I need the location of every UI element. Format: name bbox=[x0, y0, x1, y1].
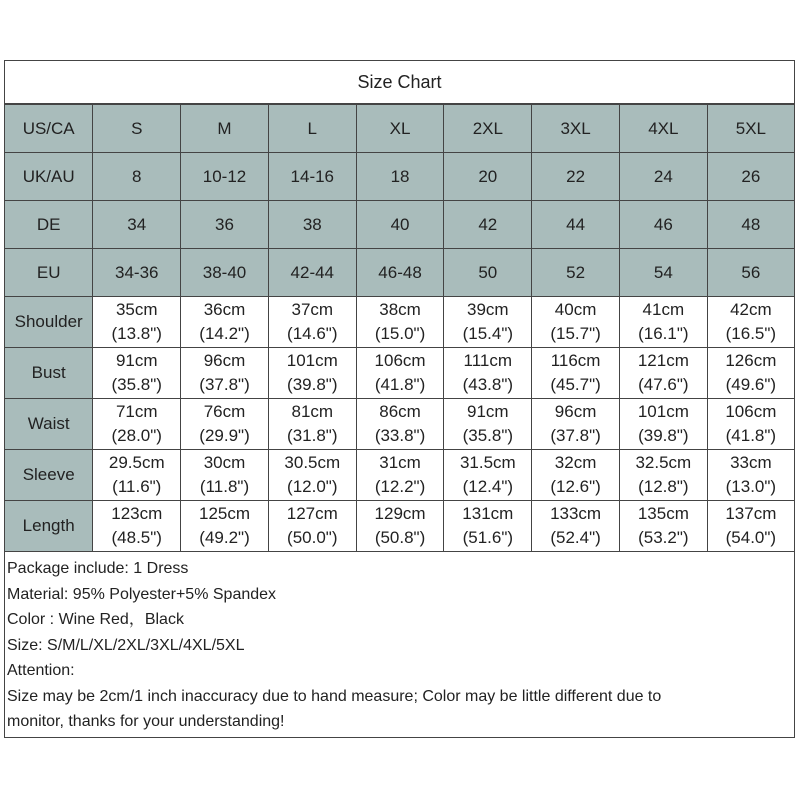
measurement-cell bbox=[356, 450, 444, 501]
cm-value: 96cm bbox=[554, 402, 597, 421]
row-label: Waist bbox=[5, 399, 93, 450]
cm-value: 121cm bbox=[637, 351, 689, 370]
size-cell: 50 bbox=[444, 249, 532, 297]
inch-value: (52.4") bbox=[550, 528, 601, 547]
inch-value: (49.6") bbox=[725, 375, 777, 394]
cm-value: 133cm bbox=[550, 504, 602, 523]
row-label: Length bbox=[5, 501, 93, 552]
inch-value: (12.4") bbox=[462, 477, 514, 496]
row-label: DE bbox=[5, 201, 93, 249]
cm-value: 81cm bbox=[291, 402, 334, 421]
measurement-row bbox=[5, 450, 794, 501]
size-cell: 42 bbox=[444, 201, 532, 249]
size-cell: S bbox=[93, 105, 181, 153]
cm-value: 101cm bbox=[286, 351, 338, 370]
inch-value: (49.2") bbox=[199, 528, 250, 547]
cm-value: 32cm bbox=[554, 453, 597, 472]
measurement-cell bbox=[181, 450, 269, 501]
inch-value: (48.5") bbox=[111, 528, 162, 547]
size-cell: 4XL bbox=[619, 105, 707, 153]
measurement-cell bbox=[707, 348, 794, 399]
inch-value: (47.6") bbox=[638, 375, 689, 394]
measurement-cell bbox=[444, 297, 532, 348]
inch-value: (45.7") bbox=[550, 375, 601, 394]
cm-value: 91cm bbox=[467, 402, 509, 421]
cm-value: 126cm bbox=[725, 351, 777, 370]
size-row bbox=[5, 105, 794, 153]
note-line: Package include: 1 Dress bbox=[7, 560, 189, 577]
note-line: Size may be 2cm/1 inch inaccuracy due to hand measure; Color may be little different due to bbox=[7, 687, 662, 705]
cm-value: 116cm bbox=[550, 351, 601, 370]
measurement-cell bbox=[268, 399, 356, 450]
note-line: Material: 95% Polyester+5% Spandex bbox=[7, 585, 277, 603]
inch-value: (16.1") bbox=[638, 324, 689, 343]
measurement-cell bbox=[707, 501, 794, 552]
size-cell: 20 bbox=[444, 153, 532, 201]
measurement-cell bbox=[268, 297, 356, 348]
size-row bbox=[5, 153, 794, 201]
measurement-row bbox=[5, 399, 794, 450]
inch-value: (51.6") bbox=[462, 528, 514, 547]
measurement-cell bbox=[356, 297, 444, 348]
size-cell: 46 bbox=[619, 201, 707, 249]
inch-value: (11.6") bbox=[112, 477, 162, 496]
size-cell: 34 bbox=[93, 201, 181, 249]
note-line: Attention: bbox=[7, 662, 75, 679]
inch-value: (16.5") bbox=[725, 324, 777, 343]
measurement-cell bbox=[532, 501, 620, 552]
cm-value: 36cm bbox=[203, 300, 246, 319]
inch-value: (31.8") bbox=[287, 426, 338, 445]
inch-value: (53.2") bbox=[638, 528, 689, 547]
cm-value: 38cm bbox=[379, 300, 421, 319]
size-cell: 44 bbox=[532, 201, 620, 249]
size-cell: 3XL bbox=[532, 105, 620, 153]
size-cell: 52 bbox=[532, 249, 620, 297]
cm-value: 127cm bbox=[286, 504, 338, 523]
cm-value: 31.5cm bbox=[459, 453, 516, 472]
measurement-cell bbox=[93, 399, 181, 450]
size-cell: 34-36 bbox=[93, 249, 181, 297]
size-cell: 48 bbox=[707, 201, 794, 249]
size-cell: 36 bbox=[181, 201, 269, 249]
row-label: US/CA bbox=[5, 105, 93, 153]
measurement-cell bbox=[268, 348, 356, 399]
inch-value: (13.0") bbox=[725, 477, 777, 496]
size-cell: 38-40 bbox=[181, 249, 269, 297]
inch-value: (35.8") bbox=[111, 375, 162, 394]
measurement-row bbox=[5, 348, 794, 399]
measurement-cell bbox=[532, 450, 620, 501]
cm-value: 86cm bbox=[379, 402, 421, 421]
inch-value: (37.8") bbox=[550, 426, 601, 445]
measurement-cell bbox=[532, 399, 620, 450]
cm-value: 40cm bbox=[554, 300, 597, 319]
chart-title: Size Chart bbox=[5, 61, 794, 104]
measurement-cell bbox=[181, 399, 269, 450]
cm-value: 96cm bbox=[203, 351, 246, 370]
cm-value: 31cm bbox=[379, 453, 421, 472]
size-cell: L bbox=[268, 105, 356, 153]
inch-value: (39.8") bbox=[638, 426, 689, 445]
inch-value: (54.0") bbox=[725, 528, 777, 547]
row-label: EU bbox=[5, 249, 93, 297]
cm-value: 32.5cm bbox=[635, 453, 692, 472]
cm-value: 123cm bbox=[111, 504, 163, 523]
inch-value: (33.8") bbox=[374, 426, 426, 445]
inch-value: (43.8") bbox=[462, 375, 514, 394]
measurement-cell bbox=[444, 348, 532, 399]
cm-value: 35cm bbox=[115, 300, 158, 319]
measurement-cell bbox=[619, 399, 707, 450]
inch-value: (12.2") bbox=[374, 477, 426, 496]
cm-value: 37cm bbox=[291, 300, 334, 319]
inch-value: (41.8") bbox=[374, 375, 426, 394]
inch-value: (13.8") bbox=[111, 324, 162, 343]
size-chart bbox=[4, 60, 795, 738]
inch-value: (15.4") bbox=[462, 324, 514, 343]
note-line: monitor, thanks for your understanding! bbox=[7, 713, 285, 730]
measurement-cell bbox=[444, 501, 532, 552]
size-row bbox=[5, 249, 794, 297]
inch-value: (15.0") bbox=[374, 324, 426, 343]
cm-value: 91cm bbox=[115, 351, 158, 370]
cm-value: 125cm bbox=[199, 504, 251, 523]
size-cell: 46-48 bbox=[356, 249, 444, 297]
inch-value: (41.8") bbox=[725, 426, 777, 445]
inch-value: (50.8") bbox=[374, 528, 426, 547]
size-cell: 5XL bbox=[707, 105, 794, 153]
cm-value: 41cm bbox=[642, 300, 685, 319]
measurement-cell bbox=[268, 501, 356, 552]
cm-value: 129cm bbox=[374, 504, 426, 523]
measurement-cell bbox=[268, 450, 356, 501]
measurement-cell bbox=[444, 399, 532, 450]
cm-value: 111cm bbox=[463, 351, 513, 370]
measurement-cell bbox=[707, 297, 794, 348]
cm-value: 135cm bbox=[637, 504, 689, 523]
cm-value: 137cm bbox=[725, 504, 777, 523]
inch-value: (12.8") bbox=[638, 477, 689, 496]
cm-value: 71cm bbox=[115, 402, 158, 421]
row-label: Sleeve bbox=[5, 450, 93, 501]
measurement-cell bbox=[93, 297, 181, 348]
size-cell: 40 bbox=[356, 201, 444, 249]
row-label: Bust bbox=[5, 348, 93, 399]
row-label: Shoulder bbox=[5, 297, 93, 348]
product-notes bbox=[7, 556, 661, 735]
note-line: Color : Wine Red，Black bbox=[7, 611, 184, 628]
size-cell: 18 bbox=[356, 153, 444, 201]
inch-value: (11.8") bbox=[199, 477, 250, 496]
cm-value: 30.5cm bbox=[284, 453, 341, 472]
size-table bbox=[5, 104, 794, 552]
size-cell: 8 bbox=[93, 153, 181, 201]
cm-value: 30cm bbox=[203, 453, 246, 472]
inch-value: (35.8") bbox=[462, 426, 514, 445]
inch-value: (28.0") bbox=[111, 426, 162, 445]
size-cell: 14-16 bbox=[268, 153, 356, 201]
measurement-cell bbox=[356, 348, 444, 399]
measurement-cell bbox=[356, 399, 444, 450]
measurement-cell bbox=[619, 297, 707, 348]
measurement-cell bbox=[619, 348, 707, 399]
size-cell: 56 bbox=[707, 249, 794, 297]
measurement-cell bbox=[356, 501, 444, 552]
measurement-cell bbox=[444, 450, 532, 501]
measurement-cell bbox=[707, 399, 794, 450]
inch-value: (15.7") bbox=[550, 324, 601, 343]
size-row bbox=[5, 201, 794, 249]
note-line: Size: S/M/L/XL/2XL/3XL/4XL/5XL bbox=[7, 636, 245, 654]
measurement-cell bbox=[532, 348, 620, 399]
cm-value: 39cm bbox=[467, 300, 509, 319]
size-cell: 54 bbox=[619, 249, 707, 297]
measurement-cell bbox=[181, 297, 269, 348]
inch-value: (37.8") bbox=[199, 375, 250, 394]
cm-value: 106cm bbox=[725, 402, 777, 421]
inch-value: (50.0") bbox=[287, 528, 338, 547]
size-cell: 2XL bbox=[444, 105, 532, 153]
measurement-row bbox=[5, 501, 794, 552]
cm-value: 131cm bbox=[462, 504, 514, 523]
measurement-cell bbox=[93, 348, 181, 399]
cm-value: 33cm bbox=[730, 453, 772, 472]
measurement-cell bbox=[619, 450, 707, 501]
inch-value: (12.6") bbox=[550, 477, 601, 496]
size-cell: XL bbox=[356, 105, 444, 153]
size-cell: 42-44 bbox=[268, 249, 356, 297]
measurement-cell bbox=[93, 450, 181, 501]
measurement-cell bbox=[619, 501, 707, 552]
cm-value: 29.5cm bbox=[108, 453, 165, 472]
cm-value: 76cm bbox=[203, 402, 246, 421]
inch-value: (29.9") bbox=[199, 426, 250, 445]
measurement-cell bbox=[181, 501, 269, 552]
size-cell: 10-12 bbox=[181, 153, 269, 201]
measurement-cell bbox=[532, 297, 620, 348]
inch-value: (12.0") bbox=[287, 477, 338, 496]
measurement-row bbox=[5, 297, 794, 348]
cm-value: 42cm bbox=[730, 300, 772, 319]
size-cell: 38 bbox=[268, 201, 356, 249]
measurement-cell bbox=[181, 348, 269, 399]
row-label: UK/AU bbox=[5, 153, 93, 201]
cm-value: 101cm bbox=[637, 402, 689, 421]
measurement-cell bbox=[707, 450, 794, 501]
inch-value: (39.8") bbox=[287, 375, 338, 394]
cm-value: 106cm bbox=[374, 351, 426, 370]
size-cell: 22 bbox=[532, 153, 620, 201]
size-cell: 26 bbox=[707, 153, 794, 201]
inch-value: (14.6") bbox=[287, 324, 338, 343]
measurement-cell bbox=[93, 501, 181, 552]
size-cell: M bbox=[181, 105, 269, 153]
size-cell: 24 bbox=[619, 153, 707, 201]
inch-value: (14.2") bbox=[199, 324, 250, 343]
